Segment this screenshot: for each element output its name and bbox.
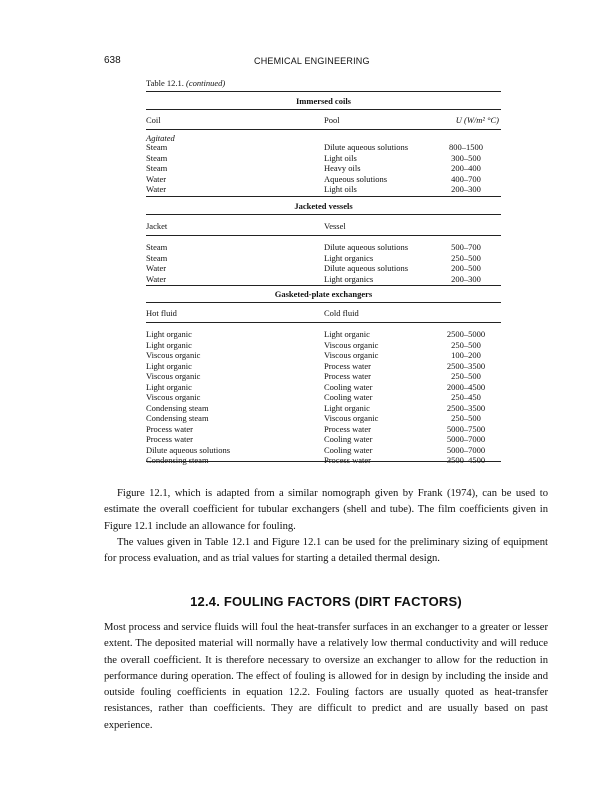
cell-u-value: 5000–7000 bbox=[446, 444, 486, 455]
cell-u-value: 100–200 bbox=[451, 350, 481, 360]
cell-u-value: 5000–7000 bbox=[446, 434, 486, 444]
cell-hot-or-coil: Water bbox=[146, 273, 167, 284]
cell-hot-or-coil: Steam bbox=[146, 163, 168, 173]
section-title-immersed-coils: Immersed coils bbox=[295, 96, 351, 106]
table-rule bbox=[146, 196, 501, 197]
cell-u-value: 2500–5000 bbox=[446, 329, 486, 339]
table-rule bbox=[146, 91, 501, 92]
table-caption bbox=[146, 78, 225, 88]
cell-cold-or-pool: Aqueous solutions bbox=[324, 173, 388, 184]
column-header-row bbox=[146, 221, 501, 233]
cell-u-value: 5000–7500 bbox=[446, 423, 486, 434]
paragraph: The values given in Table 12.1 and Figure 12.1 can be used for the preliminary sizing of equipment for process evaluation, and as trial values for starting a detailed thermal design. bbox=[104, 536, 548, 565]
column-header-row bbox=[146, 115, 501, 127]
cell-hot-or-coil: Process water bbox=[146, 423, 193, 434]
cell-u-value: 400–700 bbox=[451, 173, 481, 184]
cell-u-value: 250–450 bbox=[451, 392, 481, 402]
table-rule bbox=[146, 214, 501, 215]
cell-u-value: 500–700 bbox=[451, 242, 481, 252]
cell-cold-or-pool: Dilute aqueous solutions bbox=[324, 242, 409, 252]
table-caption-note: (continued) bbox=[186, 78, 226, 88]
table-row bbox=[146, 329, 501, 339]
table-rule bbox=[146, 109, 501, 110]
cell-cold-or-pool: Viscous organic bbox=[324, 339, 379, 350]
table-row bbox=[146, 424, 501, 434]
table-row bbox=[146, 403, 501, 413]
column-header-vessel: Vessel bbox=[324, 221, 346, 231]
cell-cold-or-pool: Viscous organic bbox=[324, 413, 379, 423]
section-heading: 12.4. FOULING FACTORS (DIRT FACTORS) bbox=[190, 594, 462, 609]
running-title: CHEMICAL ENGINEERING bbox=[254, 56, 370, 66]
column-header-coil: Coil bbox=[146, 115, 161, 125]
cell-hot-or-coil: Water bbox=[146, 173, 167, 184]
table-row bbox=[146, 434, 501, 444]
table-row bbox=[146, 163, 501, 173]
table-row bbox=[146, 371, 501, 381]
cell-hot-or-coil: Water bbox=[146, 263, 167, 273]
table-row bbox=[146, 455, 501, 465]
table-row bbox=[146, 340, 501, 350]
cell-u-value: 200–400 bbox=[451, 163, 481, 173]
cell-cold-or-pool: Dilute aqueous solutions bbox=[324, 263, 409, 273]
table-rule bbox=[146, 461, 501, 462]
column-header-row bbox=[146, 308, 501, 320]
cell-cold-or-pool: Light oils bbox=[324, 184, 357, 194]
cell-hot-or-coil: Dilute aqueous solutions bbox=[146, 444, 231, 455]
column-header-hot-fluid: Hot fluid bbox=[146, 308, 177, 318]
table-row bbox=[146, 174, 501, 184]
cell-u-value: 200–500 bbox=[451, 263, 481, 273]
table-row bbox=[146, 184, 501, 194]
table-row bbox=[146, 242, 501, 252]
cell-hot-or-coil: Condensing steam bbox=[146, 455, 209, 465]
cell-cold-or-pool: Cooling water bbox=[324, 434, 373, 444]
cell-hot-or-coil: Condensing steam bbox=[146, 402, 209, 413]
table-row bbox=[146, 361, 501, 371]
cell-hot-or-coil: Water bbox=[146, 184, 167, 194]
cell-u-value: 200–300 bbox=[451, 184, 481, 194]
cell-u-value: 250–500 bbox=[451, 371, 481, 381]
cell-hot-or-coil: Light organic bbox=[146, 339, 192, 350]
cell-cold-or-pool: Light organics bbox=[324, 273, 374, 284]
cell-cold-or-pool: Cooling water bbox=[324, 392, 373, 402]
cell-u-value: 2000–4500 bbox=[446, 381, 486, 392]
cell-u-value: 800–1500 bbox=[449, 142, 483, 152]
cell-hot-or-coil: Steam bbox=[146, 142, 168, 152]
cell-hot-or-coil: Viscous organic bbox=[146, 392, 201, 402]
table-row bbox=[146, 274, 501, 284]
section-title-gasketed-plate: Gasketed-plate exchangers bbox=[274, 289, 373, 299]
cell-cold-or-pool: Heavy oils bbox=[324, 163, 361, 173]
subheading-agitated: Agitated bbox=[146, 133, 175, 143]
table-rule bbox=[146, 235, 501, 236]
cell-u-value: 250–500 bbox=[451, 252, 481, 263]
body-paragraphs bbox=[104, 486, 548, 567]
cell-u-value: 300–500 bbox=[451, 152, 481, 163]
cell-cold-or-pool: Light organic bbox=[324, 402, 370, 413]
table-row bbox=[146, 413, 501, 423]
cell-cold-or-pool: Process water bbox=[324, 360, 371, 371]
cell-cold-or-pool: Dilute aqueous solutions bbox=[324, 142, 409, 152]
paragraph: Figure 12.1, which is adapted from a similar nomograph given by Frank (1974), can be used to estimate the overall coefficient for tubular exchangers (shell and tube). The film coefficients given in Figure 12.1 include an allowance for fouling. bbox=[104, 488, 548, 532]
cell-hot-or-coil: Steam bbox=[146, 242, 168, 252]
cell-cold-or-pool: Light organics bbox=[324, 252, 374, 263]
cell-hot-or-coil: Light organic bbox=[146, 360, 192, 371]
table-rule bbox=[146, 285, 501, 286]
paragraph: Most process and service fluids will foul the heat-transfer surfaces in an exchanger to a greater or lesser extent. The deposited material will normally have a relatively low thermal conductivity and will reduce the overall coefficient. It is therefore necessary to oversize an exchanger to allow for the reduction in performance during operation. The effect of fouling is allowed for in design by including the inside and outside fouling coefficients in equation 12.2. Fouling factors are usually quoted as heat-transfer resistances, rather than coefficients. They are difficult to predict and are usually based on past experience. bbox=[104, 622, 548, 731]
column-header-jacket: Jacket bbox=[146, 221, 168, 231]
cell-cold-or-pool: Cooling water bbox=[324, 381, 373, 392]
cell-hot-or-coil: Light organic bbox=[146, 329, 192, 339]
table-row bbox=[146, 445, 501, 455]
cell-hot-or-coil: Light organic bbox=[146, 381, 192, 392]
cell-cold-or-pool: Viscous organic bbox=[324, 350, 379, 360]
table-caption-label: Table 12.1. bbox=[146, 78, 184, 88]
column-header-cold-fluid: Cold fluid bbox=[324, 308, 359, 318]
table-row bbox=[146, 350, 501, 360]
cell-u-value: 250–500 bbox=[451, 413, 481, 423]
cell-hot-or-coil: Steam bbox=[146, 152, 168, 163]
cell-u-value: 250–500 bbox=[451, 339, 481, 350]
cell-hot-or-coil: Process water bbox=[146, 434, 193, 444]
cell-cold-or-pool: Cooling water bbox=[324, 444, 373, 455]
table-rule bbox=[146, 302, 501, 303]
section-title-jacketed-vessels: Jacketed vessels bbox=[294, 201, 353, 211]
table-row bbox=[146, 263, 501, 273]
table-rule bbox=[146, 129, 501, 130]
page-number: 638 bbox=[104, 55, 121, 66]
cell-u-value: 2500–3500 bbox=[446, 402, 486, 413]
table-row bbox=[146, 382, 501, 392]
cell-u-value: 200–300 bbox=[451, 273, 481, 284]
table-rule bbox=[146, 322, 501, 323]
page-header bbox=[104, 55, 548, 69]
cell-u-value: 2500–3500 bbox=[446, 360, 486, 371]
section-body bbox=[104, 620, 548, 734]
table-row bbox=[146, 153, 501, 163]
cell-hot-or-coil: Condensing steam bbox=[146, 413, 209, 423]
cell-hot-or-coil: Steam bbox=[146, 252, 168, 263]
column-header-u: U (W/m² °C) bbox=[455, 115, 499, 125]
cell-hot-or-coil: Viscous organic bbox=[146, 350, 201, 360]
column-header-pool: Pool bbox=[324, 115, 340, 125]
cell-hot-or-coil: Viscous organic bbox=[146, 371, 201, 381]
cell-cold-or-pool: Light oils bbox=[324, 152, 357, 163]
cell-u-value: 3500–4500 bbox=[446, 455, 486, 465]
table-row bbox=[146, 253, 501, 263]
cell-cold-or-pool: Process water bbox=[324, 371, 371, 381]
cell-cold-or-pool: Process water bbox=[324, 455, 371, 465]
cell-cold-or-pool: Light organic bbox=[324, 329, 370, 339]
cell-cold-or-pool: Process water bbox=[324, 423, 371, 434]
table-row bbox=[146, 392, 501, 402]
table-row bbox=[146, 142, 501, 152]
